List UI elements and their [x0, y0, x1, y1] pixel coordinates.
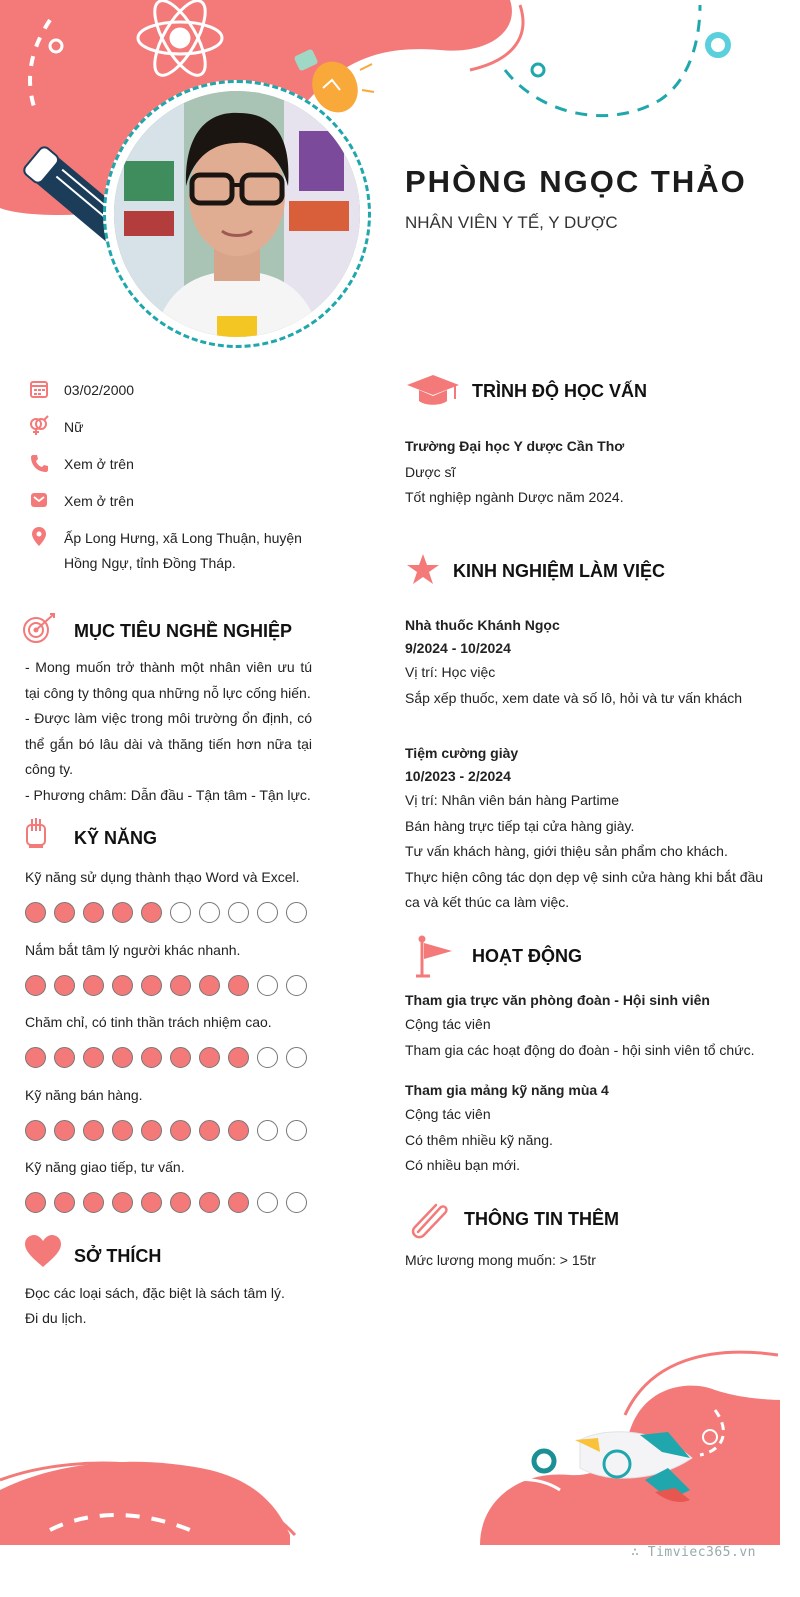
rating-dot-filled [25, 1047, 46, 1068]
skill-rating [25, 1192, 307, 1213]
activity-role: Cộng tác viên [405, 1016, 491, 1032]
birthday-value: 03/02/2000 [64, 382, 135, 398]
gender-value: Nữ [64, 419, 84, 435]
star-icon [406, 553, 440, 585]
address-row [28, 526, 302, 576]
rating-dot-filled [54, 1047, 75, 1068]
rating-dot-filled [141, 1047, 162, 1068]
rating-dot-filled [228, 1192, 249, 1213]
rating-dot-filled [83, 975, 104, 996]
rating-dot-filled [25, 1120, 46, 1141]
graduation-cap-icon [405, 373, 461, 407]
target-icon [22, 612, 58, 644]
activity-desc: Có nhiều bạn mới. [405, 1157, 521, 1173]
rating-dot-filled [25, 902, 46, 923]
experience-title: KINH NGHIỆM LÀM VIỆC [453, 561, 666, 581]
activity-name: Tham gia trực văn phòng đoàn - Hội sinh viên [405, 992, 710, 1008]
school-major: Dược sĩ [405, 463, 456, 480]
address-line-1: Ấp Long Hưng, xã Long Thuận, huyện [64, 530, 302, 546]
skill-rating [25, 1120, 307, 1141]
rating-dot-filled [199, 975, 220, 996]
rating-dot-filled [112, 902, 133, 923]
heart-icon [24, 1234, 62, 1268]
rating-dot-filled [199, 1120, 220, 1141]
hobbies-title: SỞ THÍCH [74, 1246, 162, 1266]
rating-dot-empty [199, 902, 220, 923]
job-desc: Tư vấn khách hàng, giới thiệu sản phẩm cho khách. [405, 843, 728, 859]
rating-dot-empty [228, 902, 249, 923]
rating-dot-filled [112, 1192, 133, 1213]
activity-name: Tham gia mảng kỹ năng mùa 4 [405, 1082, 609, 1098]
rating-dot-filled [25, 975, 46, 996]
rating-dot-filled [170, 975, 191, 996]
education-title: TRÌNH ĐỘ HỌC VẤN [472, 381, 647, 401]
school-note: Tốt nghiệp ngành Dược năm 2024. [405, 489, 624, 505]
rating-dot-filled [112, 1047, 133, 1068]
activity-role: Cộng tác viên [405, 1106, 491, 1122]
calendar-icon [28, 378, 50, 400]
activity-desc: Tham gia các hoạt động do đoàn - hội sinh viên tổ chức. [405, 1041, 755, 1058]
skill-rating [25, 902, 307, 923]
rating-dot-empty [257, 1192, 278, 1213]
skills-title: KỸ NĂNG [74, 828, 158, 848]
rating-dot-empty [257, 1047, 278, 1068]
rating-dot-empty [286, 975, 307, 996]
hobby-line-1: Đọc các loại sách, đặc biệt là sách tâm lý. [25, 1285, 285, 1301]
rating-dot-empty [286, 1047, 307, 1068]
rating-dot-filled [228, 1047, 249, 1068]
job-position: Vị trí: Nhân viên bán hàng Partime [405, 792, 620, 808]
phone-icon [28, 452, 50, 474]
job-position: Vị trí: Học việc [405, 664, 496, 680]
rating-dot-empty [286, 1192, 307, 1213]
gender-row [28, 415, 83, 440]
extra-title: THÔNG TIN THÊM [464, 1209, 619, 1229]
rating-dot-empty [170, 902, 191, 923]
rating-dot-empty [257, 902, 278, 923]
school-name: Trường Đại học Y dược Cần Thơ [405, 438, 625, 454]
rating-dot-filled [170, 1192, 191, 1213]
footer-decoration [0, 1340, 800, 1545]
rating-dot-filled [170, 1047, 191, 1068]
extra-salary: Mức lương mong muốn: > 15tr [405, 1252, 596, 1268]
gender-icon [28, 415, 50, 437]
email-row [28, 489, 134, 514]
job-title: NHÂN VIÊN Y TẾ, Y DƯỢC [405, 213, 618, 232]
rating-dot-empty [257, 1120, 278, 1141]
activities-title: HOẠT ĐỘNG [472, 946, 582, 966]
rating-dot-filled [199, 1192, 220, 1213]
skill-label: Nắm bắt tâm lý người khác nhanh. [25, 941, 241, 958]
rating-dot-filled [141, 1120, 162, 1141]
avatar [114, 91, 360, 337]
education-block [405, 434, 765, 511]
rating-dot-empty [257, 975, 278, 996]
skill-label: Kỹ năng bán hàng. [25, 1086, 143, 1103]
location-pin-icon [28, 526, 50, 548]
rating-dot-filled [199, 1047, 220, 1068]
rating-dot-filled [25, 1192, 46, 1213]
profile-photo-frame [103, 80, 371, 348]
candidate-name: PHÒNG NGỌC THẢO [405, 164, 747, 199]
flag-icon [414, 935, 454, 979]
activity-item-2 [405, 1079, 765, 1179]
rating-dot-filled [170, 1120, 191, 1141]
rating-dot-filled [83, 902, 104, 923]
rating-dot-filled [141, 1192, 162, 1213]
job-period: 9/2024 - 10/2024 [405, 640, 511, 656]
rating-dot-filled [83, 1192, 104, 1213]
rating-dot-filled [112, 975, 133, 996]
rating-dot-empty [286, 902, 307, 923]
job-desc: Thực hiện công tác dọn dẹp vệ sinh cửa hàng khi bắt đầu [405, 868, 764, 885]
rating-dot-filled [228, 1120, 249, 1141]
job-company: Nhà thuốc Khánh Ngọc [405, 617, 560, 633]
objective-title: MỤC TIÊU NGHỀ NGHIỆP [74, 621, 293, 641]
rating-dot-filled [228, 975, 249, 996]
email-value: Xem ở trên [64, 493, 134, 509]
skill-label: Kỹ năng giao tiếp, tư vấn. [25, 1159, 185, 1175]
rating-dot-empty [286, 1120, 307, 1141]
email-icon [28, 489, 50, 511]
rating-dot-filled [54, 975, 75, 996]
skill-label: Kỹ năng sử dụng thành thạo Word và Excel. [25, 869, 300, 885]
experience-job-2 [405, 742, 765, 916]
watermark: ∴ Timviec365.vn [631, 1545, 756, 1560]
skill-rating [25, 1047, 307, 1068]
objective-text: - Mong muốn trở thành một nhân viên ưu tú tại công ty thông qua những nỗ lực cống hiến. - Được làm việc trong môi trường ổn định, có thể gắn bó lâu dài và thăng tiến hơn nữa tại công ty. - Phương châm: Dẫn đầu - Tận tâm - Tận lực. [25, 659, 312, 803]
rating-dot-filled [54, 1120, 75, 1141]
rating-dot-filled [54, 902, 75, 923]
activity-desc: Có thêm nhiều kỹ năng. [405, 1131, 553, 1148]
experience-job-1 [405, 614, 765, 711]
rating-dot-filled [112, 1120, 133, 1141]
job-desc: Sắp xếp thuốc, xem date và số lô, hỏi và tư vấn khách [405, 689, 743, 706]
address-line-2: Hồng Ngự, tỉnh Đồng Tháp. [64, 555, 236, 571]
rating-dot-filled [83, 1047, 104, 1068]
job-period: 10/2023 - 2/2024 [405, 768, 511, 784]
job-desc: ca và kết thúc ca làm việc. [405, 894, 570, 910]
rating-dot-filled [141, 975, 162, 996]
skill-label: Chăm chỉ, có tinh thần trách nhiệm cao. [25, 1014, 272, 1030]
birthday-row [28, 378, 134, 403]
job-desc: Bán hàng trực tiếp tại cửa hàng giày. [405, 817, 635, 834]
job-company: Tiệm cường giày [405, 745, 519, 761]
hobby-line-2: Đi du lịch. [25, 1310, 87, 1326]
paperclip-icon [408, 1198, 450, 1240]
profile-photo [114, 91, 360, 337]
phone-row [28, 452, 134, 477]
rating-dot-filled [141, 902, 162, 923]
skill-rating [25, 975, 307, 996]
activity-item-1 [405, 989, 765, 1063]
phone-value: Xem ở trên [64, 456, 134, 472]
rating-dot-filled [83, 1120, 104, 1141]
fist-icon [24, 817, 48, 849]
rating-dot-filled [54, 1192, 75, 1213]
